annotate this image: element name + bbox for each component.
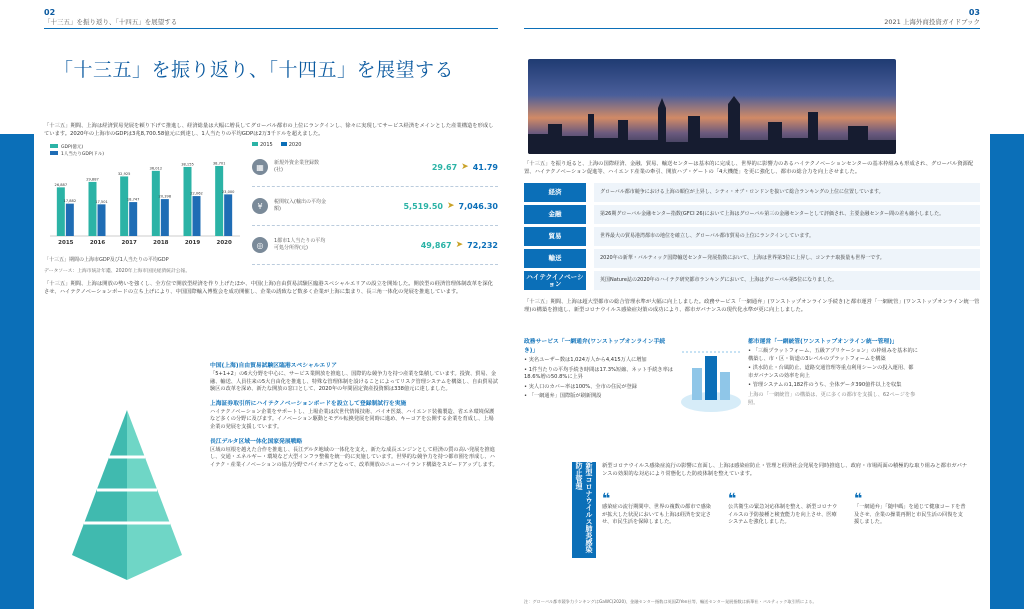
covid-intro: 新型コロナウイルス感染症流行の影響に直面し、上海は感染症防止・管理と経済社会発展を同時推進し、政府・市場両面の積極的な取り組みと都市ガバナンスの効果的な対応により常態化した防疫体制を整えています。 (602, 463, 968, 477)
footnote: 注：グローバル都市競争力ランキングはGaWC(2020)、金融センター指数は英国Z/Yen社等、輸送センター発展指数は新華社・バルティック取引所による。 (524, 599, 817, 604)
bar-1-2016 (98, 204, 106, 236)
right-running-head: 2021 上海外商投資ガイドブック (524, 17, 980, 29)
left-running-head: 「十三五」を振り返り、「十四五」を展望する (44, 17, 498, 29)
x-tick-2016: 2016 (89, 240, 106, 246)
tag-finance: 金融 (524, 205, 586, 224)
yen-icon: ¥ (252, 198, 268, 214)
bar-0-2015 (57, 187, 65, 236)
box-one-netmanage-head: 都市運営「一網統管(ワンストップオンライン統一管理)」 (748, 339, 898, 345)
bar-label-0-2016: 29,887 (86, 177, 99, 182)
stat-from: 5,519.50 (403, 201, 443, 211)
bar-0-2019 (184, 167, 192, 236)
quote-mark-icon: ❝ (728, 491, 737, 507)
bar-0-2018 (152, 171, 160, 236)
tag-trade: 貿易 (524, 227, 586, 246)
data-source: データソース：上海市統計年鑑、2020年上海市国民経済統計公報。 (44, 269, 191, 274)
bar-label-1-2016: 17,501 (95, 199, 108, 204)
row-finance (524, 204, 980, 226)
stat-label: 新規外資企業登録数(社) (274, 160, 320, 173)
section-head-lingang: 中国(上海)自由貿易試験区臨港スペシャルエリア (210, 363, 337, 369)
x-tick-2019: 2019 (184, 240, 201, 246)
box-one-netmanage (748, 336, 918, 409)
stat-label: 1都市1人当たりの平均可処分所得(元) (274, 238, 326, 251)
bar-label-1-2017: 18,747 (126, 197, 140, 202)
row-shipping (524, 248, 980, 270)
stats-panel (252, 142, 498, 265)
stat-from: 49,867 (420, 240, 452, 250)
bar-1-2020 (224, 194, 232, 236)
right-side-band (990, 0, 1024, 609)
bar-0-2017 (120, 176, 128, 236)
desc-trade: 世界最大の貿易港湾都市の地位を確立し、グローバル都市貿易の上位にランクインしています。 (594, 227, 980, 246)
bar-label-0-2018: 36,012 (149, 166, 163, 171)
stat-row-customs (252, 187, 498, 226)
bullet: • 洪水防止・台風防止、道路交通管理等重点利用シーンの投入運用、都市ガバナンスの効率を向上 (748, 365, 914, 379)
bullet: • 「三級プラットフォーム、五級アプリケーション」の枠組みを基本的に構築し、市・区・街道の3レベルのプラットフォームを構築 (748, 348, 918, 362)
bar-label-1-2018: 20,398 (158, 194, 172, 199)
skyline-silhouette (528, 94, 896, 154)
quote-1: ❝ 感染症の流行期間中、世界の複数の都市で感染が拡大した状況においても上海は経済を安定させ、市民生活を保障しました。 (602, 494, 714, 527)
tag-innovation: ハイテクイノベーション (524, 271, 586, 290)
bar-label-0-2020: 38,701 (212, 161, 226, 166)
stats-legend-2020: 2020 (281, 142, 302, 148)
stat-to: 72,232 (467, 240, 498, 250)
bar-0-2020 (215, 166, 223, 236)
bar-0-2016 (89, 182, 97, 236)
box-note: 上海の「一網統管」の構築は、更に多くの都市を支援し、62ページを参照。 (748, 391, 916, 406)
bar-1-2015 (66, 204, 74, 236)
chart-caption: 「十三五」期間の上海市GDP及び1人当たりの平均GDP (44, 257, 169, 263)
stat-from: 29.67 (431, 162, 458, 172)
x-tick-2020: 2020 (216, 240, 232, 246)
legend-swatch-0 (50, 144, 58, 148)
stat-to: 41.79 (472, 162, 498, 172)
page-title: 「十三五」を振り返り、「十四五」を展望する (54, 59, 455, 81)
section-head-star-market: 上海証券取引所にハイテクノベーションボードを設立して登録制試行を実施 (210, 400, 407, 407)
box-one-netcom-head: 政務サービス「一網通弁(ワンストップオンライン手続き)」 (524, 339, 666, 354)
stat-row-foreign-firms (252, 148, 498, 187)
left-side-band (0, 0, 34, 609)
tag-shipping: 輸送 (524, 249, 586, 268)
right-para2: 「十三五」期間、上海は超大型都市の総合管理水準が大幅に向上しました。政務サービス「一網通弁」(ワンストップオンライン手続き)と都市運営「一網統管」(ワンストップオンライン統一管理)の構築を推進し、新型コロナウイルス感染症対策の成功により、都市ガバナンスの現代化水準が更に向上しました。 (524, 299, 980, 313)
row-innovation (524, 270, 980, 292)
bar-label-0-2019: 38,155 (181, 162, 194, 167)
building-icon: ▦ (252, 159, 268, 175)
pyramid-graphic (52, 405, 202, 585)
x-tick-2018: 2018 (153, 240, 169, 246)
legend-label-0: GDP(億元) (61, 145, 84, 150)
quote-2: ❝ 公共衛生の緊急対応体制を整え、新型コロナウイルスの予防接種と検査能力を向上させ、医療システムを強化しました。 (728, 494, 840, 527)
section-list (210, 358, 498, 473)
chart-row (44, 142, 498, 265)
city-network-icon (678, 344, 744, 416)
left-para2: 「十三五」期間、上海は開放の勢いを強くし、全方位で開放型経済を作り上げたほか、中国(上海)自由貿易試験区臨港スペシャルエリアの設立を開始した。開放型の経済管理体制改革を深化させ、ハイテクノベーションボードの立ち上げにより、中国国際輸入博覧会を成功開催し、企業の誘致など数多く企業が上海に集まり、長三角一体化の発展を推進しています。 (44, 281, 493, 295)
row-economy (524, 182, 980, 204)
bullet: • 管理システムの1,182件のうち、全体データ390億件以上を収集 (748, 382, 902, 389)
gdp-chart-svg (44, 142, 244, 250)
desc-shipping: 2020年の新華・バルティック国際輸送センター発展指数において、上海は世界第3位に上昇し、コンテナ取扱量も世界一です。 (594, 249, 980, 268)
bullet: • 「一網通弁」国際版が刷新開設 (524, 393, 602, 400)
row-trade (524, 226, 980, 248)
stat-to: 7,046.30 (458, 201, 498, 211)
x-tick-2017: 2017 (121, 240, 137, 246)
bar-label-0-2017: 32,925 (117, 171, 131, 176)
x-tick-2015: 2015 (58, 240, 74, 246)
bar-1-2019 (193, 196, 201, 236)
tag-economy: 経済 (524, 183, 586, 202)
desc-innovation: 英国Nature誌の2020年のハイテク研究都市ランキングにおいて、上海はグローバル第5位になりました。 (594, 271, 980, 290)
desc-economy: グローバル都市競争における上海の順位が上昇し、シティ・オブ・ロンドンを抜いて総合ランキングの上位に位置しています。 (594, 183, 980, 202)
bar-label-1-2020: 23,000 (221, 189, 235, 194)
bar-label-0-2015: 26,887 (54, 182, 68, 187)
bar-1-2018 (161, 199, 169, 236)
bullet: • 実名ユーザー数は1,024万人から4,415万人に増加 (524, 357, 647, 363)
quote-mark-icon: ❝ (854, 491, 863, 507)
left-page-number: 02 (44, 8, 56, 17)
wallet-icon: ◎ (252, 237, 268, 253)
bullet: • 実人口のカバー率は100%、全市の住民が登録 (524, 383, 637, 390)
quote-mark-icon: ❝ (602, 491, 611, 507)
left-intro: 「十三五」期間、上海は経済貿易発展を頼り下げて推進し、経済総量は大幅に増長してグローバル都市の上位にランクインし、徐々に実現してサービス経済をメインとした産業構造を形成しています。2020年の上海市のGDPは3兆8,700.58億元に到達し、1人当たりの平均GDPは2万3千ドルを超えました。 (44, 123, 494, 137)
achievement-table (524, 182, 980, 292)
quote-3: ❝ 「一網通弁」「随申碼」を通じて健康コードを普及させ、企業の操業再開と市民生活の回復を支援しました。 (854, 491, 966, 526)
arrow-right-icon: ➤ (455, 240, 464, 250)
bar-1-2017 (129, 202, 137, 236)
bar-label-1-2015: 17,882 (63, 199, 77, 204)
right-intro: 「十三五」を振り返ると、上海の国際経済、金融、貿易、輸送センターは基本的に完成し、世界的に影響力のあるハイテクノベーションセンターの基本枠組みも形成され、グローバル資源配置、ハイテクノベーション促進等、ハイエンド産業の牽引、開放ハブ・ゲートの「4大機能」を更に強化し、都市の総合力を向上させました。 (524, 161, 974, 175)
arrow-right-icon: ➤ (446, 201, 455, 211)
arrow-right-icon: ➤ (461, 162, 469, 172)
bullet: • 1件当たりの平均手続き時間は17.3%短縮、ネット手続き率は18.6%増の50.8%に上昇 (524, 366, 673, 381)
desc-finance: 第26期グローバル金融センター指数(GFCI 26)において上海はグローバル第三の金融センターとして評価され、主要金融センター間の差も縮小しました。 (594, 205, 980, 224)
shanghai-skyline-photo (528, 59, 896, 154)
stat-row-income (252, 226, 498, 265)
covid-tag: 新型コロナウイルス肺炎感染防止管理 (572, 462, 596, 558)
bar-label-1-2019: 22,062 (190, 191, 203, 196)
gdp-chart (44, 142, 244, 263)
section-head-yangtze: 長江デルタ区域一体化国家発展戦略 (210, 438, 303, 445)
box-one-netcom (524, 336, 674, 403)
section-body-lingang: 「5+1+2」の6大分野を中心に、サービス業開放を推進し、国際的な競争力を持つ産業を集積しています。投資、貿易、金融、輸送、人員往来の5大自由化を推進し、特殊な管理体制を設けることによってリスク管理システムを構築し、自由貿易試験区の改革を深め、新たな開放の窓口として、2020年の年間固定資産投資額は338億元に達しました。 (210, 371, 498, 393)
stat-label: 税関収入(輸出の平均金額) (274, 199, 326, 212)
stats-legend-2015: 2015 (252, 142, 273, 148)
section-body-star-market: ハイテクノベーション企業をサポートし、上場企業は次世代情報技術、バイオ医薬、ハイエンド装備製造、省エネ環境保護など多くの分野に及びます。イノベーション駆動とモデル転換発展を同時に進め、キーコアを公開する企業を育成し、上場企業の発展を支援しています。 (210, 408, 495, 430)
section-body-yangtze: 区域の垣根を越えた合作を推進し、長江デルタ地域の一体化を支え、新たな成長エンジンとして経済の質の高い発展を推進し、交通・エネルギー・環境など大型インフラ整備を統一的に実施しています。世界的な競争力を持つ都市圏を形成し、ハイテク・産業イノベーションの協力分野でパイオニアとなって、改革開放のニューハイランド構築をスピードアップします。 (210, 446, 498, 468)
legend-swatch-1 (50, 151, 58, 155)
right-page-number: 03 (968, 8, 980, 17)
legend-label-1: 1人当たりGDP(ドル) (61, 152, 105, 157)
